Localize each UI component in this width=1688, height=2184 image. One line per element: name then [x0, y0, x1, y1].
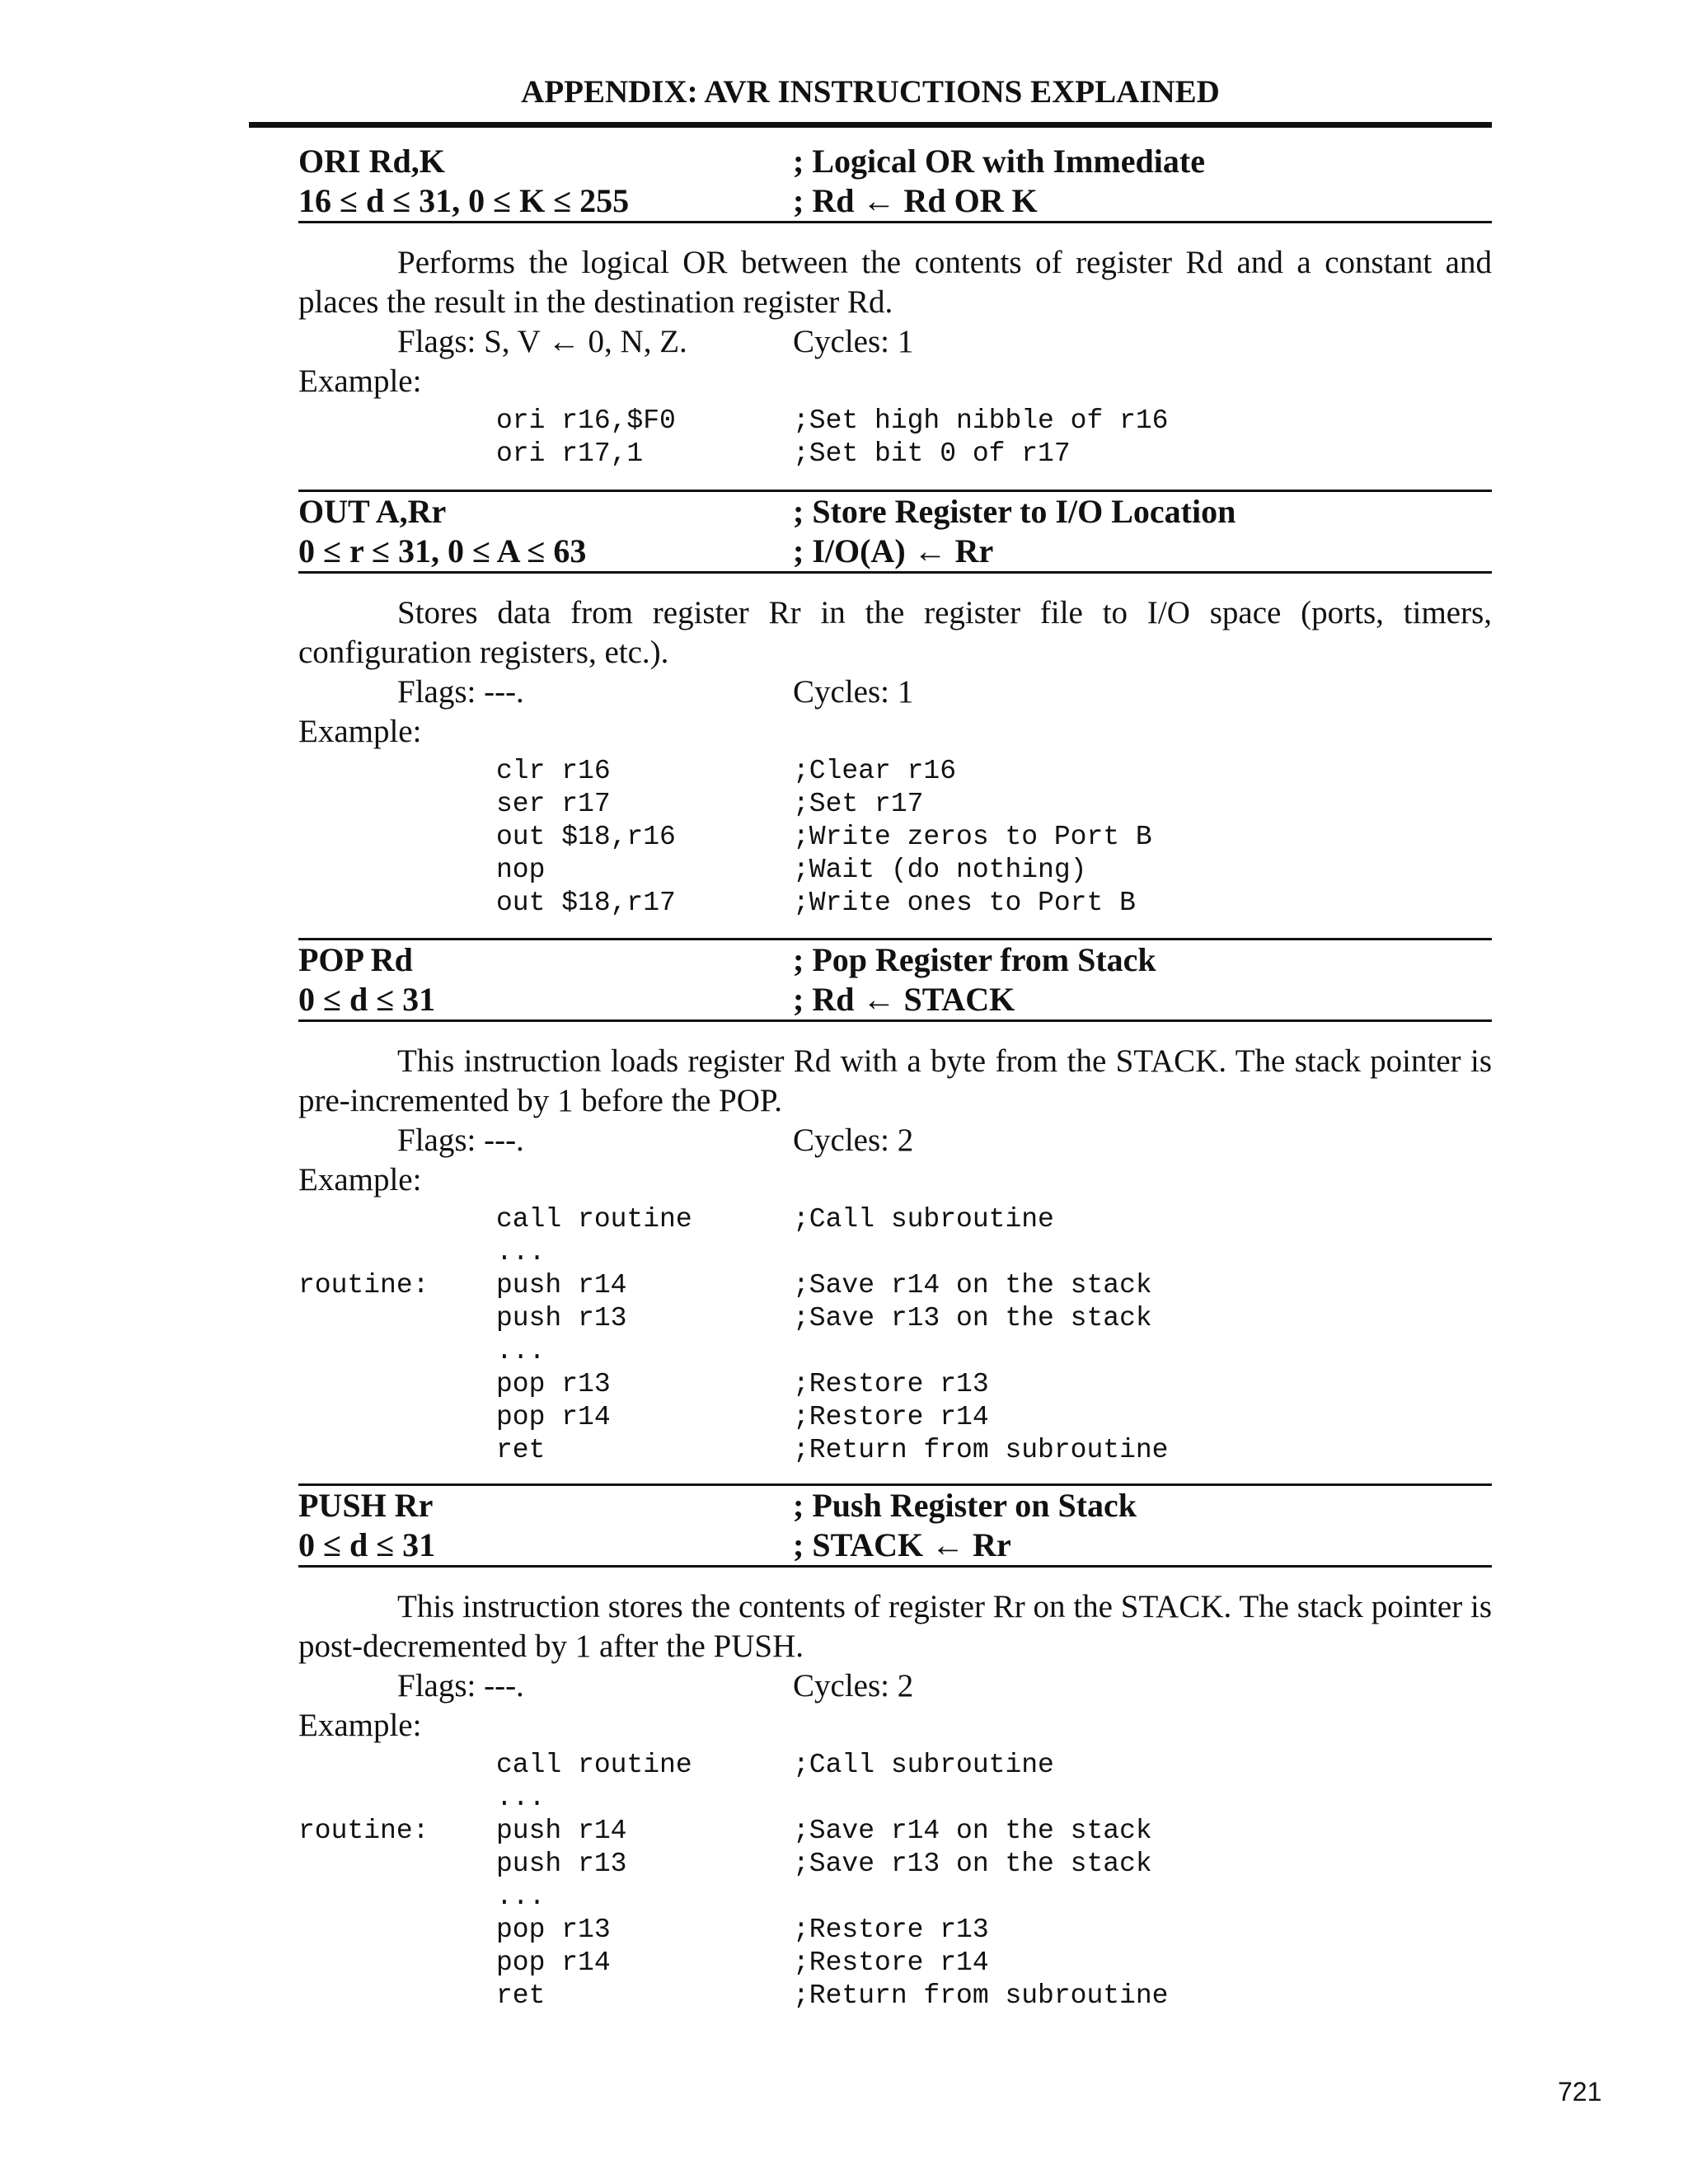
code-line	[298, 405, 1492, 438]
code-example	[298, 405, 1492, 471]
code-example	[298, 755, 1492, 920]
instruction-description: Performs the logical OR between the contents of register Rd and a constant and places the result in the destination register Rd.	[298, 245, 1492, 320]
running-header: APPENDIX: AVR INSTRUCTIONS EXPLAINED	[521, 74, 1220, 110]
code-label	[298, 1782, 496, 1815]
code-instruction: ret	[496, 1435, 546, 1465]
code-label	[298, 1203, 496, 1236]
example-label: Example:	[298, 1708, 422, 1743]
code-label	[298, 1848, 496, 1881]
cycles-text: Cycles: 2	[793, 1668, 914, 1704]
code-comment: ;Restore r14	[793, 1947, 989, 1978]
code-line	[298, 1302, 1492, 1335]
code-comment: ;Set high nibble of r16	[793, 405, 1169, 436]
code-label	[298, 1401, 496, 1434]
instruction-description: This instruction stores the contents of register Rr on the STACK. The stack pointer is post-decremented by 1 after the PUSH.	[298, 1589, 1492, 1664]
code-comment: ;Restore r13	[793, 1369, 989, 1399]
code-label	[298, 755, 496, 788]
code-line	[298, 821, 1492, 854]
code-instruction: pop r14	[496, 1947, 611, 1978]
example-label: Example:	[298, 1162, 422, 1197]
code-line	[298, 1203, 1492, 1236]
flags-row	[298, 1666, 1492, 1706]
code-line	[298, 755, 1492, 788]
code-instruction: ...	[496, 1783, 546, 1813]
flags-text: Flags: ---.	[397, 674, 524, 710]
code-instruction: nop	[496, 855, 546, 885]
code-instruction: call routine	[496, 1204, 692, 1235]
code-label: routine:	[298, 1270, 429, 1301]
code-instruction: call routine	[496, 1750, 692, 1780]
code-label	[298, 1914, 496, 1947]
code-line	[298, 1749, 1492, 1782]
code-comment: ;Return from subroutine	[793, 1980, 1169, 2011]
code-instruction: ...	[496, 1336, 546, 1366]
instruction-title: ; Logical OR with Immediate	[793, 143, 1205, 180]
code-label	[298, 405, 496, 438]
instruction-out	[298, 490, 1492, 920]
code-label	[298, 1434, 496, 1467]
code-comment: ;Save r13 on the stack	[793, 1849, 1152, 1879]
code-comment: ;Set r17	[793, 789, 924, 819]
code-label	[298, 788, 496, 821]
instruction-operation: ; Rd ← Rd OR K	[793, 182, 1038, 219]
code-line	[298, 887, 1492, 920]
code-line	[298, 1848, 1492, 1881]
instruction-operation: ; I/O(A) ← Rr	[793, 532, 994, 569]
code-comment: ;Save r14 on the stack	[793, 1270, 1152, 1301]
code-line	[298, 1815, 1492, 1848]
code-line	[298, 1914, 1492, 1947]
header-rule	[249, 122, 1492, 128]
code-label	[298, 1236, 496, 1269]
instruction-ori	[298, 142, 1492, 471]
code-comment: ;Clear r16	[793, 756, 957, 786]
flags-row	[298, 322, 1492, 362]
code-line	[298, 1947, 1492, 1980]
code-instruction: push r13	[496, 1303, 627, 1333]
code-instruction: ...	[496, 1882, 546, 1912]
code-label	[298, 854, 496, 887]
instruction-header	[298, 492, 1492, 571]
code-instruction: ser r17	[496, 789, 611, 819]
instruction-syntax: OUT A,Rr	[298, 493, 447, 530]
code-comment: ;Set bit 0 of r17	[793, 438, 1071, 469]
code-comment: ;Write zeros to Port B	[793, 822, 1152, 852]
code-comment: ;Wait (do nothing)	[793, 855, 1087, 885]
flags-row	[298, 673, 1492, 712]
code-line	[298, 1881, 1492, 1914]
instruction-operands: 0 ≤ r ≤ 31, 0 ≤ A ≤ 63	[298, 532, 587, 569]
code-comment: ;Save r13 on the stack	[793, 1303, 1152, 1333]
code-comment: ;Call subroutine	[793, 1750, 1054, 1780]
flags-text: Flags: ---.	[397, 1668, 524, 1704]
instruction-operands: 16 ≤ d ≤ 31, 0 ≤ K ≤ 255	[298, 182, 630, 219]
code-line	[298, 438, 1492, 471]
header-row-syntax	[298, 142, 1492, 181]
instruction-title: ; Push Register on Stack	[793, 1487, 1137, 1524]
code-comment: ;Save r14 on the stack	[793, 1816, 1152, 1846]
example-label: Example:	[298, 363, 422, 399]
instruction-title: ; Store Register to I/O Location	[793, 493, 1236, 530]
code-label	[298, 821, 496, 854]
code-line	[298, 854, 1492, 887]
header-bottom-rule	[298, 1565, 1492, 1568]
code-instruction: ...	[496, 1237, 546, 1268]
code-label	[298, 1980, 496, 2013]
instruction-header	[298, 1486, 1492, 1565]
header-bottom-rule	[298, 1019, 1492, 1022]
code-comment: ;Write ones to Port B	[793, 888, 1136, 918]
code-example	[298, 1203, 1492, 1467]
code-label	[298, 1368, 496, 1401]
instruction-operation: ; STACK ← Rr	[793, 1526, 1011, 1563]
code-example	[298, 1749, 1492, 2013]
code-comment: ;Call subroutine	[793, 1204, 1054, 1235]
code-label	[298, 1302, 496, 1335]
header-bottom-rule	[298, 571, 1492, 574]
code-line	[298, 1401, 1492, 1434]
code-line	[298, 1782, 1492, 1815]
flags-text: Flags: S, V ← 0, N, Z.	[397, 324, 687, 359]
instruction-header	[298, 940, 1492, 1019]
code-label: routine:	[298, 1816, 429, 1846]
code-comment: ;Return from subroutine	[793, 1435, 1169, 1465]
cycles-text: Cycles: 1	[793, 674, 914, 710]
header-row-operands	[298, 1526, 1492, 1565]
instruction-body	[298, 1587, 1492, 1746]
header-bottom-rule	[298, 221, 1492, 223]
instruction-pop	[298, 938, 1492, 1467]
code-label	[298, 1335, 496, 1368]
header-row-syntax	[298, 1486, 1492, 1526]
code-label	[298, 1749, 496, 1782]
code-instruction: ori r16,$F0	[496, 405, 676, 436]
cycles-text: Cycles: 1	[793, 324, 914, 359]
code-instruction: out $18,r17	[496, 888, 676, 918]
code-instruction: push r13	[496, 1849, 627, 1879]
instruction-operands: 0 ≤ d ≤ 31	[298, 1526, 436, 1563]
code-line	[298, 1269, 1492, 1302]
code-comment: ;Restore r14	[793, 1402, 989, 1432]
header-row-operands	[298, 532, 1492, 571]
header-row-operands	[298, 181, 1492, 221]
header-row-syntax	[298, 492, 1492, 532]
instruction-body	[298, 243, 1492, 401]
code-label	[298, 438, 496, 471]
code-line	[298, 1368, 1492, 1401]
instruction-body	[298, 1042, 1492, 1200]
code-label	[298, 1947, 496, 1980]
header-row-syntax	[298, 940, 1492, 980]
code-comment: ;Restore r13	[793, 1915, 989, 1945]
code-label	[298, 1881, 496, 1914]
header-row-operands	[298, 980, 1492, 1019]
code-label	[298, 887, 496, 920]
instruction-syntax: PUSH Rr	[298, 1487, 434, 1524]
code-line	[298, 1335, 1492, 1368]
code-instruction: out $18,r16	[496, 822, 676, 852]
instruction-operation: ; Rd ← STACK	[793, 981, 1015, 1018]
flags-row	[298, 1121, 1492, 1160]
code-instruction: pop r13	[496, 1915, 611, 1945]
code-instruction: pop r13	[496, 1369, 611, 1399]
code-instruction: pop r14	[496, 1402, 611, 1432]
example-label: Example:	[298, 714, 422, 749]
code-instruction: ret	[496, 1980, 546, 2011]
code-instruction: clr r16	[496, 756, 611, 786]
instruction-operands: 0 ≤ d ≤ 31	[298, 981, 436, 1018]
code-line	[298, 1980, 1492, 2013]
instruction-description: This instruction loads register Rd with a byte from the STACK. The stack pointer is pre-incremented by 1 before the POP.	[298, 1043, 1492, 1118]
instruction-header	[298, 142, 1492, 221]
code-instruction: push r14	[496, 1816, 627, 1846]
instruction-body	[298, 593, 1492, 752]
code-instruction: push r14	[496, 1270, 627, 1301]
flags-text: Flags: ---.	[397, 1122, 524, 1158]
page-number: 721	[1558, 2077, 1602, 2107]
instruction-push	[298, 1483, 1492, 2013]
cycles-text: Cycles: 2	[793, 1122, 914, 1158]
code-line	[298, 788, 1492, 821]
instruction-title: ; Pop Register from Stack	[793, 941, 1156, 978]
instruction-syntax: ORI Rd,K	[298, 143, 445, 180]
instruction-syntax: POP Rd	[298, 941, 413, 978]
code-line	[298, 1434, 1492, 1467]
code-line	[298, 1236, 1492, 1269]
code-instruction: ori r17,1	[496, 438, 644, 469]
instruction-description: Stores data from register Rr in the register file to I/O space (ports, timers, configuration registers, etc.).	[298, 595, 1492, 670]
